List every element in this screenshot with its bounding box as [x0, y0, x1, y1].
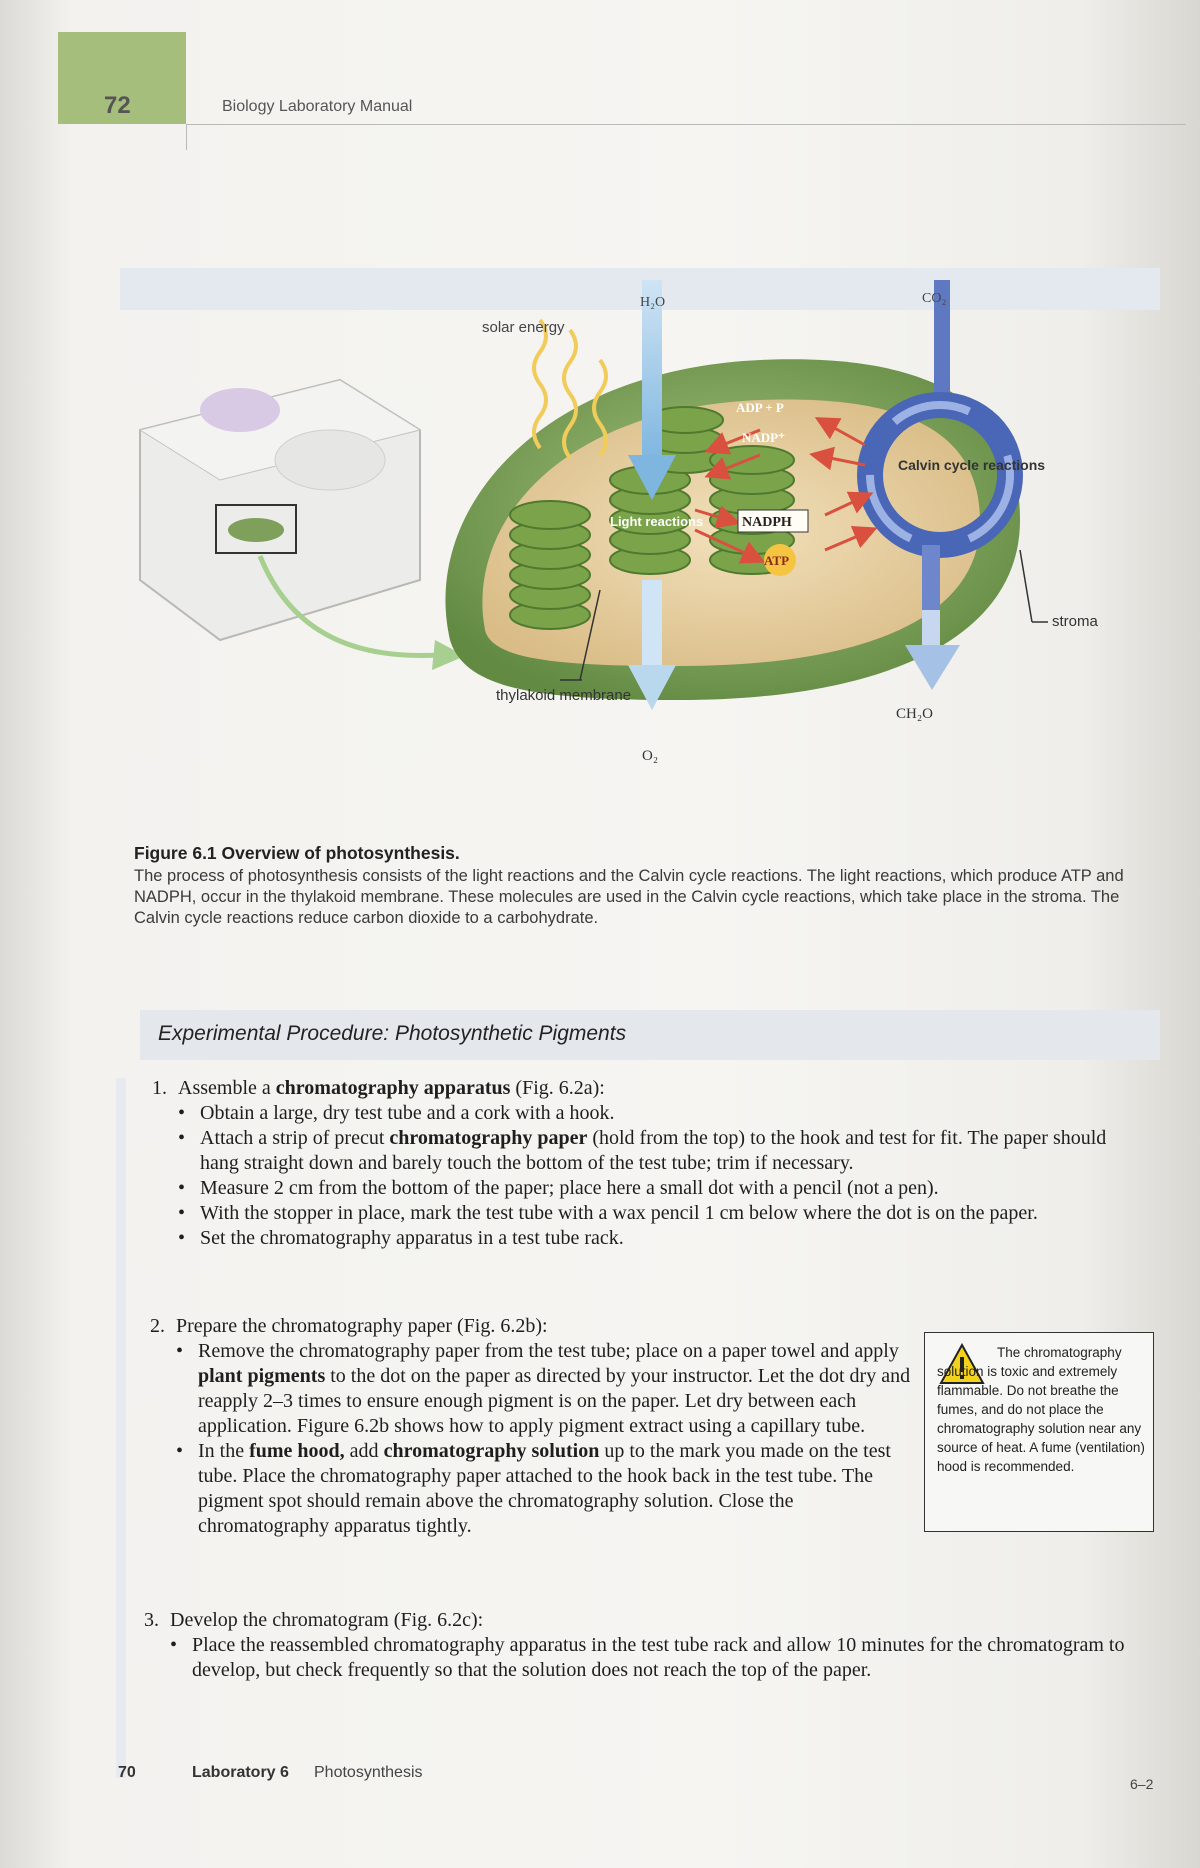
list-item: • Place the reassembled chromatography apparatus in the test tube rack and allow 10 minutes for the chromatogram to develop, but check frequently so that the solution does not reach the top of the paper.	[170, 1633, 1138, 1683]
step-number: 2.	[150, 1315, 165, 1337]
header-rule	[186, 124, 1186, 125]
list-item: • With the stopper in place, mark the test tube with a wax pencil 1 cm below where the dot is on the paper.	[178, 1201, 1138, 1226]
o2-label: O₂	[642, 748, 659, 764]
list-item: • Obtain a large, dry test tube and a cork with a hook.	[178, 1101, 1138, 1126]
atp-label: ATP	[764, 553, 790, 568]
list-item: • Remove the chromatography paper from the test tube; place on a paper towel and apply plant pigments to the dot on the paper as directed by your instructor. Let the dot dry and reapply 2–3 times to ensure enough pigment is on the paper. Let dry between each application. Figure 6.2b shows how to apply pigment extract using a capillary tube.	[176, 1339, 912, 1439]
photosynthesis-figure	[120, 260, 1160, 830]
section-title: Experimental Procedure: Photosynthetic Pigments	[158, 1022, 627, 1045]
nadph-label: NADPH	[742, 515, 792, 530]
step-intro: Develop the chromatogram (Fig. 6.2c):	[170, 1609, 484, 1631]
co2-label: CO₂	[922, 291, 947, 306]
footer-page-number: 70	[118, 1764, 136, 1781]
list-item: • Measure 2 cm from the bottom of the paper; place here a small dot with a pencil (not a pen).	[178, 1176, 1138, 1201]
header-vertical-rule	[186, 124, 187, 150]
step-2	[150, 1314, 912, 1539]
h2o-label: H₂O	[640, 295, 666, 310]
figure-caption-text: The process of photosynthesis consists of the light reactions and the Calvin cycle reactions. The light reactions, which produce ATP and NADPH, occur in the thylakoid membrane. These molecules are used in the Calvin cycle reactions, which take place in the stroma. The Calvin cycle reactions reduce carbon dioxide to a carbohydrate.	[134, 867, 1124, 927]
solar-energy-label: solar energy	[482, 319, 565, 336]
list-item: • In the fume hood, add chromatography solution up to the mark you made on the test tube. Place the chromatography paper attached to the hook back in the test tube. The pigment spot should remain above the chromatography solution. Close the chromatography apparatus tightly.	[176, 1439, 912, 1539]
step-1	[152, 1076, 1138, 1251]
stroma-leader	[1020, 550, 1032, 622]
footer-lab-number: Laboratory 6	[192, 1764, 289, 1781]
caution-box	[924, 1332, 1154, 1532]
footer-lab-title: Photosynthesis	[314, 1764, 423, 1781]
footer-section-number: 6–2	[1130, 1776, 1154, 1792]
step-intro: Assemble a chromatography apparatus (Fig. 6.2a):	[178, 1077, 605, 1099]
thylakoid-membrane-label: thylakoid membrane	[496, 687, 632, 704]
light-reactions-label: Light reactions	[610, 514, 704, 529]
adp-p-label: ADP + P	[736, 400, 784, 415]
plant-cell-illustration	[140, 380, 465, 670]
ch2o-label: CH₂O	[896, 706, 933, 722]
side-rule	[116, 1078, 126, 1778]
list-item: • Set the chromatography apparatus in a test tube rack.	[178, 1226, 1138, 1251]
nadp-label: NADP⁺	[742, 430, 785, 445]
caution-text: The chromatography solution is toxic and extremely flammable. Do not breathe the fumes, and do not place the chromatography solution near any source of heat. A fume (ventilation) hood is recommended.	[937, 1345, 1145, 1474]
list-item: • Attach a strip of precut chromatography paper (hold from the top) to the hook and test for fit. The paper should hang straight down and barely touch the bottom of the test tube; trim if necessary.	[178, 1126, 1138, 1176]
step-number: 1.	[152, 1077, 167, 1099]
step-intro: Prepare the chromatography paper (Fig. 6.2b):	[176, 1315, 548, 1337]
page-number: 72	[104, 92, 131, 119]
calvin-label: Calvin cycle reactions	[898, 457, 1046, 473]
figure-caption-title: Figure 6.1 Overview of photosynthesis.	[134, 843, 460, 863]
running-head: Biology Laboratory Manual	[222, 98, 413, 115]
stroma-label: stroma	[1052, 613, 1098, 630]
step-number: 3.	[144, 1609, 159, 1631]
step-3	[144, 1608, 1138, 1683]
figure-caption	[134, 843, 1144, 929]
